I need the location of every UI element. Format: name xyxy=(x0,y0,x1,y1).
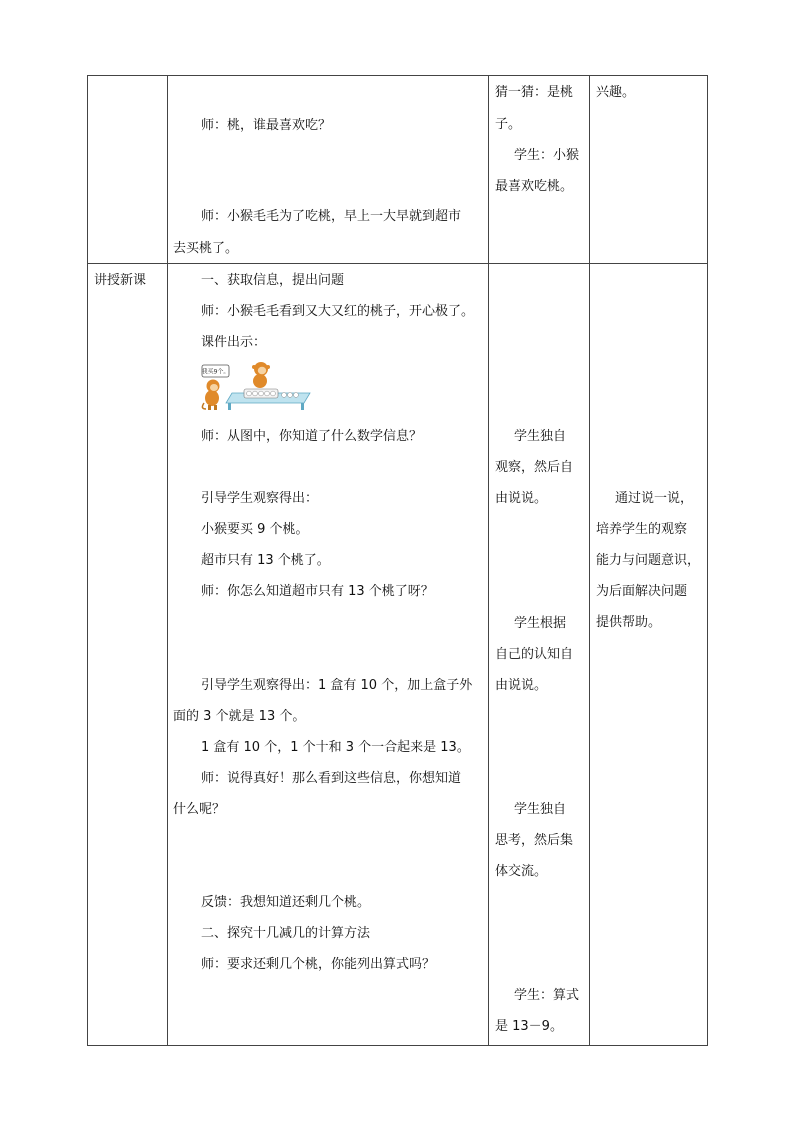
student-line: 自己的认知自 xyxy=(495,647,574,662)
table-row xyxy=(88,264,708,1046)
student-line: 子。 xyxy=(495,117,522,132)
stage-label: 讲授新课 xyxy=(94,273,147,288)
section-heading: 一、获取信息，提出问题 xyxy=(201,273,345,288)
student-activity-cell xyxy=(489,264,590,1046)
design-intent-cell xyxy=(590,76,708,264)
student-line: 最喜欢吃桃。 xyxy=(495,179,574,194)
student-line: 体交流。 xyxy=(495,864,548,879)
teacher-line: 去买桃了。 xyxy=(173,241,239,256)
teacher-line: 师：说得真好！那么看到这些信息，你想知道 xyxy=(201,771,462,786)
stage-cell xyxy=(88,264,168,1046)
student-line: 学生根据 xyxy=(514,616,567,631)
lesson-plan-table xyxy=(87,75,708,1046)
speech-bubble-text: 我买9个。 xyxy=(201,368,230,376)
teacher-line: 反馈：我想知道还剩几个桃。 xyxy=(201,895,371,910)
student-line: 是 13－9。 xyxy=(495,1019,563,1034)
student-line: 思考，然后集 xyxy=(495,833,574,848)
design-intent-cell xyxy=(590,264,708,1046)
student-line: 学生独自 xyxy=(514,802,567,817)
section-heading: 二、探究十几减几的计算方法 xyxy=(201,926,371,941)
teacher-line: 引导学生观察得出： xyxy=(201,491,319,506)
intent-line: 兴趣。 xyxy=(596,85,636,100)
teacher-line: 小猴要买 9 个桃。 xyxy=(201,522,309,537)
teacher-line: 师：小猴毛毛为了吃桃，早上一大早就到超市 xyxy=(201,209,462,224)
shopkeeper-monkey-icon xyxy=(252,362,270,388)
teacher-line: 师：从图中，你知道了什么数学信息？ xyxy=(201,429,423,444)
student-line: 猜一猜：是桃 xyxy=(495,85,574,100)
intent-line: 提供帮助。 xyxy=(596,615,662,630)
teacher-line: 什么呢？ xyxy=(173,802,226,817)
student-activity-cell xyxy=(489,76,590,264)
teacher-line: 超市只有 13 个桃了。 xyxy=(201,553,330,568)
teacher-line: 师：你怎么知道超市只有 13 个桃了呀？ xyxy=(201,584,434,599)
teacher-line: 课件出示： xyxy=(201,335,267,350)
student-line: 由说说。 xyxy=(495,491,548,506)
intent-line: 培养学生的观察 xyxy=(596,522,688,537)
stage-cell xyxy=(88,76,168,264)
student-line: 观察，然后自 xyxy=(495,460,574,475)
student-line: 由说说。 xyxy=(495,678,548,693)
intent-line: 能力与问题意识， xyxy=(596,553,701,568)
courseware-illustration xyxy=(198,359,313,411)
teacher-line: 师：桃，谁最喜欢吃？ xyxy=(201,118,332,133)
teacher-line: 面的 3 个就是 13 个。 xyxy=(173,709,306,724)
monkey-icon xyxy=(202,380,219,411)
student-line: 学生：小猴 xyxy=(514,148,580,163)
teacher-line: 师：小猴毛毛看到又大又红的桃子，开心极了。 xyxy=(201,304,475,319)
teacher-line: 引导学生观察得出：1 盒有 10 个，加上盒子外 xyxy=(201,678,473,693)
teacher-line: 1 盒有 10 个，1 个十和 3 个一合起来是 13。 xyxy=(201,740,470,755)
table-row xyxy=(88,76,708,264)
intent-line: 为后面解决问题 xyxy=(596,584,688,599)
student-line: 学生：算式 xyxy=(514,988,580,1003)
teacher-activity-cell xyxy=(168,76,489,264)
intent-line: 通过说一说， xyxy=(615,491,694,506)
student-line: 学生独自 xyxy=(514,429,567,444)
shop-counter-icon xyxy=(226,389,310,410)
teacher-line: 师：要求还剩几个桃，你能列出算式吗？ xyxy=(201,957,436,972)
teacher-activity-cell xyxy=(168,264,489,1046)
